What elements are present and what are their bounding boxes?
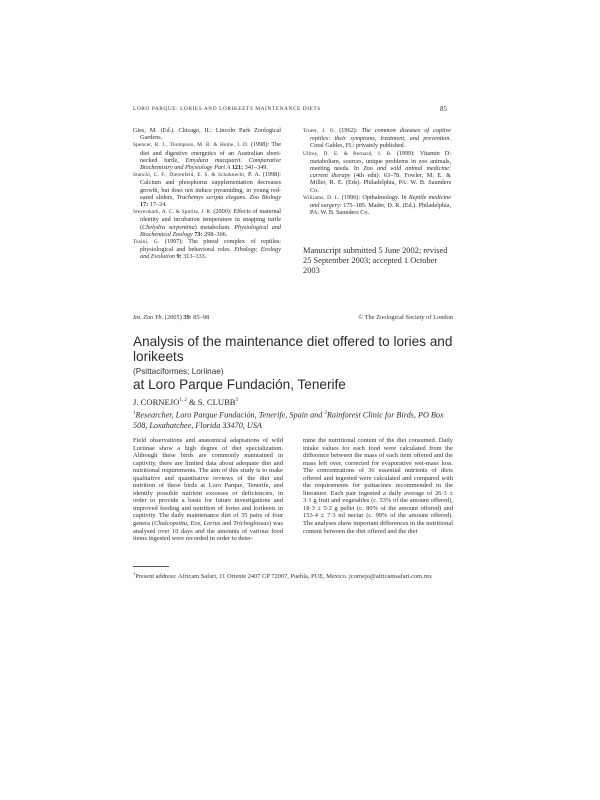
footnote-divider (133, 566, 169, 567)
citation-year: (2005) (163, 314, 184, 321)
journal-name: Int. Zoo Yb. (133, 314, 164, 321)
reference-item: Tosini, G. (1997): The pineal complex of reptiles: physiological and behavioral roles. Ethology, Ecology and Evolution 9: 313–333. (133, 238, 281, 261)
article-title: Analysis of the maintenance diet offered to lories and lorikeets (133, 334, 453, 364)
reference-item: Spencer, R. J., Thompson, M. B. & Hume, I. D. (1998): The diet and digestive energetics of an Australian short-necked turtle, Emydura macquarii. Comparative Biochemistry and Physiology Part A 121: 341–349. (133, 141, 281, 172)
page-number: 85 (440, 105, 447, 113)
running-head: LORO PARQUE: LORIES AND LORIKEETS MAINTENANCE DIETS (133, 106, 321, 112)
citation-volume: 39 (183, 314, 190, 321)
abstract-right-column: mine the nutritional content of the diet consumed. Daily intake values for each food were calculated from the difference between the mass of each item offered and the mass left over, corrected for evaporative wet-mass loss. The concentrations of 36 essential nutrients of diets offered and ingested were calculated and compared with the requirements for psittacines recommended in the literature. Each pair ingested a daily average of 26·3 ± 3·1 g fruit and vegetables (c. 53% of the amount offered), 18·3 ± 5·2 g pellet (c. 80% of the amount offered) and 153·4 ± 7·3 ml nectar (c. 99% of the amount offered). The analyses show important differences in the nutritional content between the diet offered and the diet (303, 437, 453, 535)
abstract-left-column: Field observations and anatomical adaptations of wild Loriinae show a high degree of diet specialization. Although these birds are commonly maintained in captivity, there are limited data about adequate diet and nutritional requirements. The aim of this study is to make qualitative and quantitative reviews of the diet and nutrition of these birds at Loro Parque, Tenerife, and identify possible nutrient excesses or deficiencies, in order to provide a basis for future investigations and improved feeding and nutrition of lories and lorikeets in captivity. The daily maintenance diet of 35 pairs of four genera (Chalcopsitta, Eos, Lorius and Trichoglossus) was analysed over 10 days and the amounts of various food items ingested were recorded in order to deter- (133, 437, 283, 543)
reference-item: Ullrey, D. E. & Bernard, J. B. (1999): Vitamin D: metabolism, sources, unique problems in zoo animals, meeting needs. In Zoo and wild animal medicine: current therapy (4th edn): 63–78. Fowler, M. E. & Miller, R. E. (Eds). Philadelphia, PA: W. B. Saunders Co. (303, 149, 451, 194)
reference-item: Stanchi, C. F., Dierenfeld, E. S. & Schoknecht, P. A. (1998): Calcium and phosphorus supplementation decreases growth, but does not induce pyramiding, in young red-eared sliders, Trachemys scripta elegans. Zoo Biology 17: 17–24. (133, 171, 281, 209)
reference-item: Truett, J. O. (1962): The common diseases of captive reptiles: their symptoms, treatment, and prevention. Coral Gables, FL: privately published. (303, 127, 452, 150)
manuscript-dates: Manuscript submitted 5 June 2002; revised 25 September 2003; accepted 1 October 2003 (303, 246, 448, 275)
footnote: $^1$Present address: Africam Safari, 11 Oriente 2407 CP 72007, Puebla, PUE, Mexico. jcornejo@africamsafari.com.mx (133, 571, 432, 581)
journal-citation-line (133, 314, 453, 321)
author-affiliations: $^1$Researcher, Loro Parque Fundación, Tenerife, Spain and $^3$Rainforest Clinic for Birds, PO Box 508, Loxahatchee, Florida 33470, USA (133, 410, 444, 430)
reference-item: Steyermark, A. C. & Spotila, J. R. (2000): Effects of maternal identity and incubation temperature in snapping turtle (Chelydra serpentina) metabolism. Physiological and Biochemical Zoology 73: 298–306. (133, 208, 282, 238)
reference-item: Gies, M. (Ed.). Chicago, IL: Lincoln Park Zoological Gardens. (133, 127, 281, 142)
references-left-column (133, 127, 281, 261)
copyright-notice: © The Zoological Society of London (358, 314, 453, 321)
article-title-continued: at Loro Parque Fundación, Tenerife (133, 377, 346, 392)
references-right-column (303, 127, 451, 216)
article-subtitle: (Psittaciformes; Loriinae) (133, 367, 224, 376)
author-list: J. CORNEJO$^{1, 2}$ & S. CLUBB$^3$ (133, 397, 239, 407)
reference-item: Williams, D. L. (1996): Opthalmology. In Reptile medicine and surgery: 175–185. Mader, D. R. (Ed.). Philadelphia, PA: W. B. Saunders Co. (303, 193, 451, 217)
citation-pages: : 85–98 (189, 314, 210, 321)
